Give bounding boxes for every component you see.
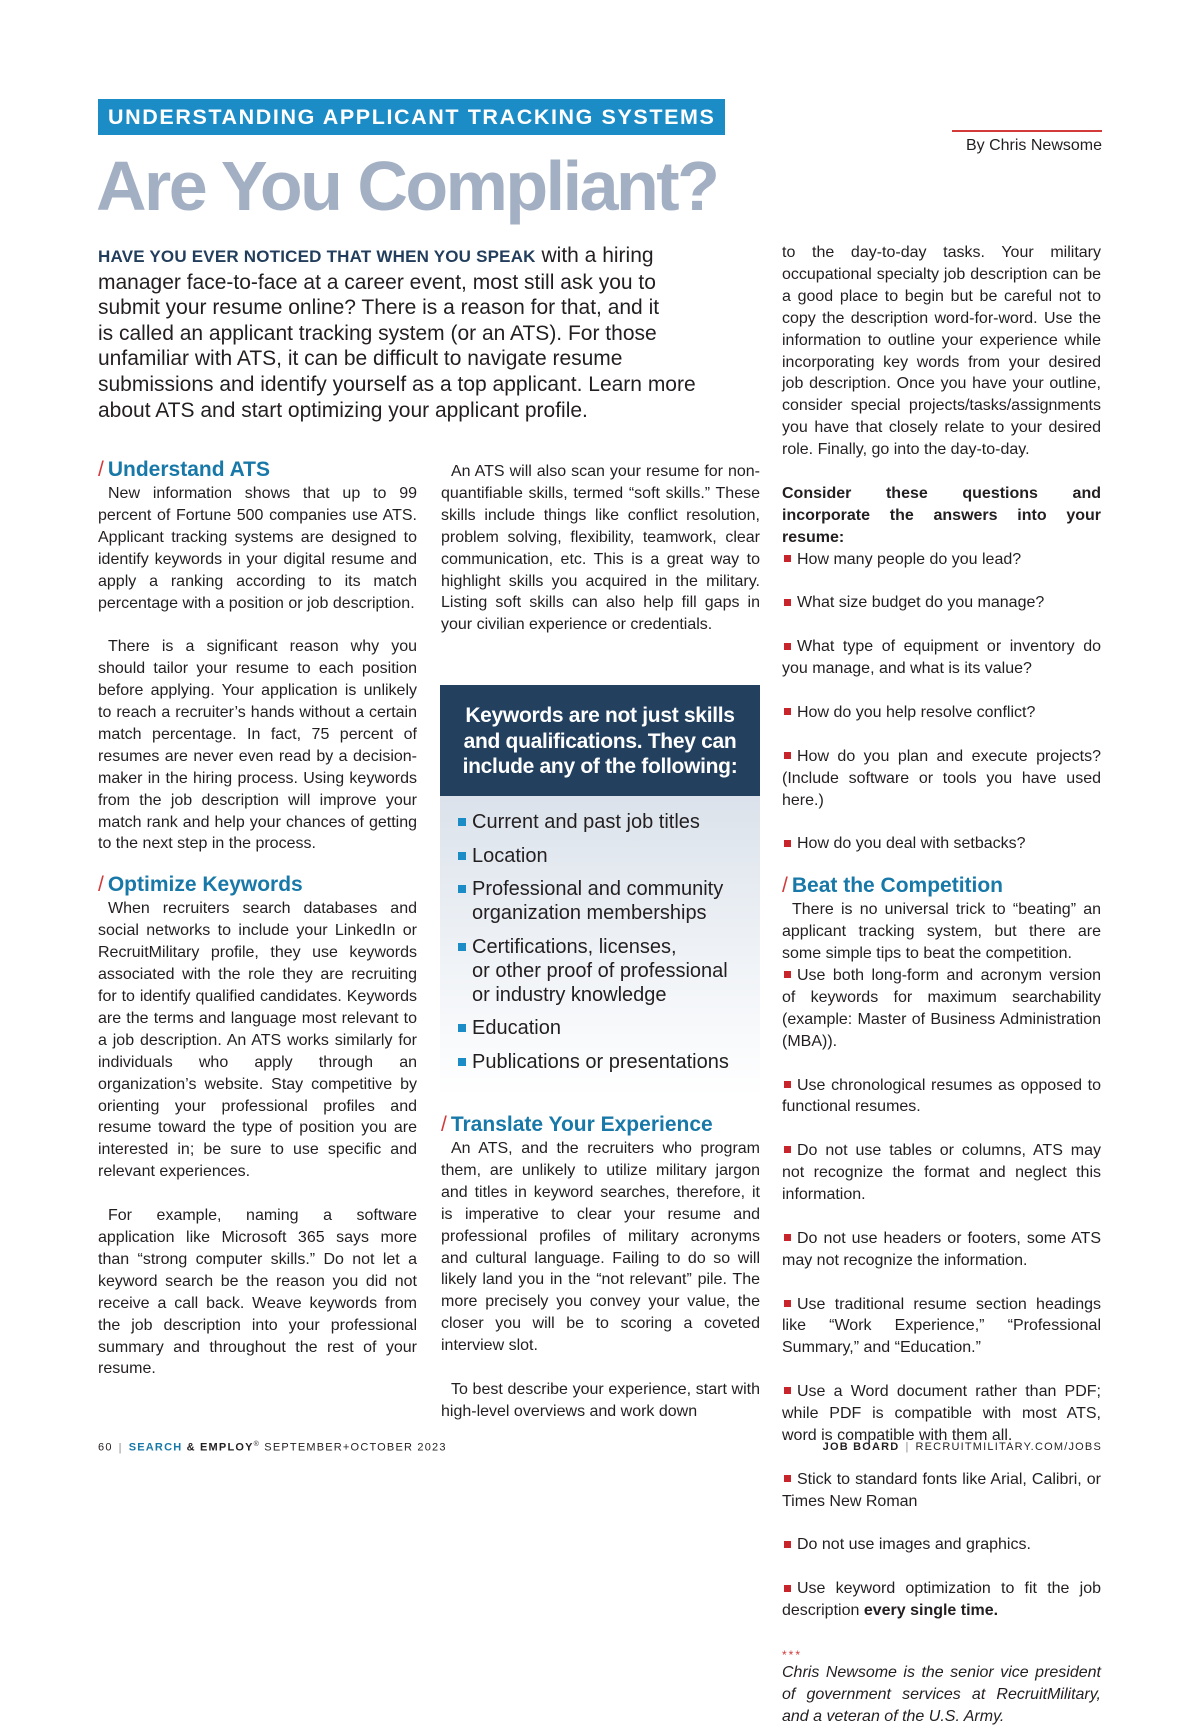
- sidebar-heading: [440, 685, 760, 796]
- sidebar-item-text: or industry knowledge: [472, 983, 667, 1006]
- tip-item: Use a Word document rather than PDF; while PDF is compatible with most ATS, word is compatible with them all.: [782, 1383, 1101, 1444]
- tips-list: [782, 965, 1101, 1622]
- footer-separator: |: [118, 1441, 123, 1454]
- bullet-square-icon: [784, 1585, 791, 1592]
- heading-understand-ats: [98, 457, 417, 483]
- sidebar-item: [458, 1050, 760, 1074]
- bullet-square-icon: [784, 1146, 791, 1153]
- heading-translate-experience: [441, 1112, 760, 1138]
- bullet-square-icon: [784, 840, 791, 847]
- heading-text: Optimize Keywords: [107, 873, 303, 897]
- end-stars-icon: ***: [782, 1648, 803, 1663]
- heading-slash: /: [98, 873, 104, 897]
- footer-left: [98, 1441, 447, 1454]
- footer-separator: |: [905, 1441, 910, 1453]
- question-item: How many people do you lead?: [782, 549, 1101, 571]
- sidebar-item-text: Current and past job titles: [472, 811, 700, 833]
- intro-line: manager face-to-face at a career event, most still ask you to: [98, 270, 656, 294]
- registered-mark: ®: [253, 1441, 261, 1448]
- paragraph: An ATS will also scan your resume for non-quantifiable skills, termed “soft skills.” These skills include things like conflict resolution, problem solving, flexibility, teamwork, clear communication, etc. This is a great way to highlight skills you acquired in the military. Listing soft skills can also help fill gaps in your civilian experience or credentials.: [441, 463, 760, 634]
- bullet-square-icon: [784, 1387, 791, 1394]
- paragraph: to the day-to-day tasks. Your military occupational specialty job description can be a good place to begin but be careful not to copy the description word-for-word. Use the information to outline your experience while incorporating key words from your desired job description. Once you have your outline, consider special projects/tasks/assignments you have that closely relate to your desired role. Finally, go into the day-to-day.: [782, 244, 1101, 459]
- tip-item: Do not use tables or columns, ATS may not recognize the format and neglect this information.: [782, 1142, 1101, 1204]
- paragraph: There is no universal trick to “beating” an applicant tracking system, but there are some simple tips to beat the competition.: [782, 901, 1101, 963]
- column-2-lower: [441, 1112, 760, 1423]
- column-2: [441, 461, 760, 636]
- tip-item: Use keyword optimization to fit the job description every single time.: [782, 1580, 1101, 1620]
- article-title: Are You Compliant?: [96, 147, 718, 225]
- author-bio: Chris Newsome is the senior vice president of government services at RecruitMilitary, and a veteran of the U.S. Army.: [782, 1664, 1101, 1725]
- sidebar-item-text: Publications or presentations: [472, 1050, 729, 1073]
- heading-slash: /: [441, 1113, 447, 1136]
- bullet-square-icon: [458, 1024, 466, 1032]
- intro-line: unfamiliar with ATS, it can be difficult to navigate resume: [98, 347, 623, 371]
- heading-text: Translate Your Experience: [450, 1113, 713, 1136]
- paragraph: For example, naming a software application like Microsoft 365 says more than “strong computer skills.” Do not let a keyword search be the reason you did not receive a call back. Weave keywords from the job description into your professional summary and throughout the rest of your resume.: [98, 1207, 417, 1378]
- magazine-name: SEARCH: [128, 1441, 183, 1454]
- sidebar-item: [458, 1016, 760, 1040]
- footer-right: [823, 1441, 1102, 1453]
- bullet-square-icon: [784, 643, 791, 650]
- sidebar-item: [458, 844, 760, 868]
- intro-line: submit your resume online? There is a reason for that, and it: [98, 296, 660, 320]
- sidebar-item-text: Professional and community: [472, 878, 724, 900]
- tip-item: Use chronological resumes as opposed to functional resumes.: [782, 1076, 1101, 1116]
- bullet-square-icon: [784, 555, 791, 562]
- paragraph: New information shows that up to 99 percent of Fortune 500 companies use ATS. Applicant tracking systems are designed to identify keywords in your digital resume and apply a ranking according to its match percentage with a position or job description.: [98, 485, 417, 612]
- intro-lead: HAVE YOU EVER NOTICED THAT WHEN YOU SPEAK: [98, 247, 536, 266]
- tip-item: Do not use headers or footers, some ATS may not recognize the information.: [782, 1229, 1101, 1269]
- sidebar-item-text: Location: [472, 844, 548, 867]
- bullet-square-icon: [784, 752, 791, 759]
- issue-date: SEPTEMBER+OCTOBER 2023: [260, 1441, 447, 1454]
- question-item: How do you help resolve conflict?: [782, 702, 1101, 724]
- sidebar-item: [458, 877, 760, 925]
- bullet-square-icon: [784, 599, 791, 606]
- paragraph: There is a significant reason why you should tailor your resume to each position before applying. Your application is unlikely to reach a recruiter’s hands without a certain match percentage. In fact, 75 percent of resumes are never even read by a decision-maker in the hiring process. Using keywords from the job description will improve your match rank and help your chances of getting to the next step in the process.: [98, 638, 417, 853]
- tip-item: Do not use images and graphics.: [782, 1534, 1101, 1556]
- page-number: 60: [98, 1441, 113, 1454]
- bullet-square-icon: [784, 1234, 791, 1241]
- intro-line: is called an applicant tracking system (or an ATS). For those: [98, 321, 657, 345]
- sidebar-heading-line: Keywords are not just skills: [465, 704, 735, 727]
- bullet-square-icon: [458, 885, 466, 893]
- sidebar-heading-line: and qualifications. They can: [463, 729, 737, 753]
- column-1: [98, 457, 417, 1380]
- intro-paragraph: [98, 243, 770, 423]
- section-kicker: UNDERSTANDING APPLICANT TRACKING SYSTEMS: [98, 99, 725, 135]
- byline: By Chris Newsome: [965, 137, 1102, 154]
- bullet-square-icon: [784, 708, 791, 715]
- bullet-square-icon: [458, 852, 466, 860]
- tip-item: Use both long-form and acronym version of keywords for maximum searchability (example: Master of Business Administration (MBA)).: [782, 967, 1101, 1050]
- bullet-square-icon: [458, 943, 466, 951]
- sidebar-heading-line: include any of the following:: [462, 755, 738, 779]
- sidebar-item-text: or other proof of professional: [472, 959, 728, 982]
- questions-list: [782, 549, 1101, 856]
- tip-item: Use traditional resume section headings like “Work Experience,” “Professional Summary,” and “Education.”: [782, 1295, 1101, 1357]
- sidebar-list: [440, 796, 760, 1074]
- heading-slash: /: [98, 458, 104, 481]
- byline-rule: [952, 130, 1102, 132]
- sidebar-item-text: Education: [472, 1017, 561, 1039]
- question-item: What type of equipment or inventory do you manage, and what is its value?: [782, 638, 1101, 678]
- paragraph: To best describe your experience, start with high-level overviews and work down: [441, 1380, 760, 1420]
- bullet-square-icon: [784, 1300, 791, 1307]
- question-item: How do you deal with setbacks?: [782, 833, 1101, 855]
- magazine-name-2: & EMPLOY: [182, 1441, 254, 1454]
- heading-text: Beat the Competition: [791, 874, 1004, 898]
- heading-beat-competition: [782, 873, 1101, 899]
- intro-line-1: with a hiring: [535, 244, 654, 267]
- tip-item: Stick to standard fonts like Arial, Calibri, or Times New Roman: [782, 1470, 1101, 1510]
- question-item: How do you plan and execute projects? (Include software or tools you have used here.): [782, 747, 1101, 809]
- sidebar-item: [458, 935, 760, 1007]
- sidebar-item-text: Certifications, licenses,: [472, 935, 677, 958]
- heading-text: Understand ATS: [107, 458, 271, 481]
- footer-section: JOB BOARD: [822, 1441, 900, 1453]
- paragraph: When recruiters search databases and social networks to include your LinkedIn or RecruitMilitary profile, they use keywords associated with the role they are recruiting for to identify qualified candidates. Keywords are the terms and language most relevant to a job description. An ATS works similarly for individuals who apply through an organization’s website. Stay competitive by orienting your professional profiles and resume toward the type of position you are interested in; be sure to use specific and relevant experiences.: [98, 900, 417, 1181]
- heading-optimize-keywords: [98, 872, 417, 898]
- sidebar-item: [458, 810, 760, 834]
- sidebar-item-text: organization memberships: [472, 902, 707, 924]
- questions-heading: Consider these questions and incorporate the answers into your resume:: [782, 484, 1101, 546]
- bullet-square-icon: [784, 1541, 791, 1548]
- bullet-square-icon: [784, 1081, 791, 1088]
- footer-url: RECRUITMILITARY.COM/JOBS: [915, 1441, 1102, 1453]
- paragraph: An ATS, and the recruiters who program them, are unlikely to utilize military jargon and titles in keyword searches, therefore, it is imperative to clear your resume and professional profiles of military acronyms and cultural language. Failing to do so will likely land you in the “not relevant” pile. The more precisely you convey your value, the closer you will be to scoring a coveted interview slot.: [441, 1140, 760, 1355]
- keywords-sidebar: [440, 685, 760, 1096]
- intro-line: submissions and identify yourself as a top applicant. Learn more: [98, 372, 696, 396]
- heading-slash: /: [782, 874, 788, 898]
- bullet-square-icon: [784, 1475, 791, 1482]
- bullet-square-icon: [784, 971, 791, 978]
- question-item: What size budget do you manage?: [782, 592, 1101, 614]
- column-3: [782, 242, 1101, 1728]
- bullet-square-icon: [458, 1058, 466, 1066]
- intro-line: about ATS and start optimizing your applicant profile.: [98, 398, 588, 422]
- bullet-square-icon: [458, 818, 466, 826]
